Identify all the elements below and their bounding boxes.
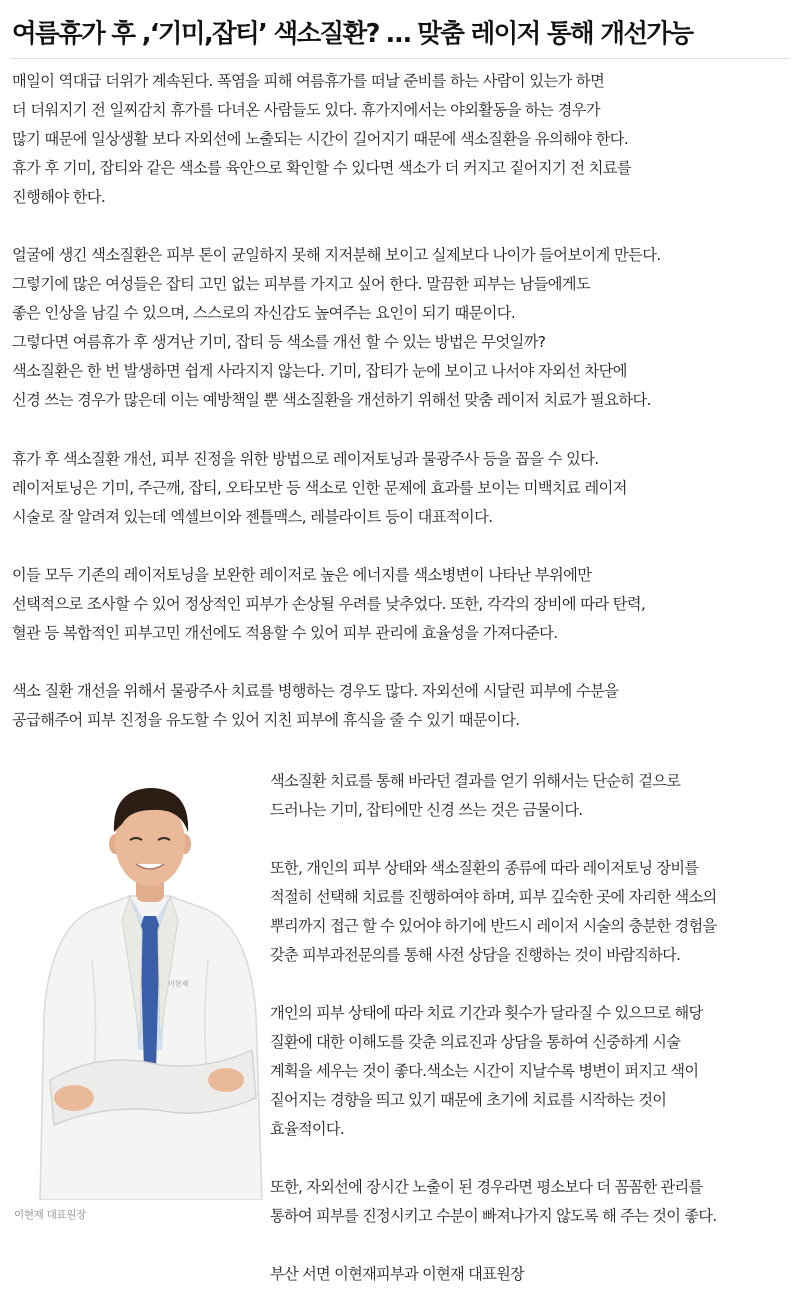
paragraph-line: 공급해주어 피부 진정을 유도할 수 있어 지친 피부에 휴식을 줄 수 있기 때문이다. bbox=[12, 711, 520, 729]
paragraph-line: 시술로 잘 알려져 있는데 엑셀브이와 젠틀맥스, 레블라이트 등이 대표적이다. bbox=[12, 508, 493, 526]
author-signature: 부산 서면 이현재피부과 이현재 대표원장 bbox=[270, 1265, 525, 1283]
paragraph-line: 질환에 대한 이해도를 갖춘 의료진과 상담을 통하여 신중하게 시술 bbox=[270, 1033, 681, 1051]
paragraph-line: 신경 쓰는 경우가 많은데 이는 예방책일 뿐 색소질환을 개선하기 위해선 맞춤 레이저 치료가 필요하다. bbox=[12, 391, 651, 409]
paragraph-line: 그렇기에 많은 여성들은 잡티 고민 없는 피부를 가지고 싶어 한다. 말끔한 피부는 남들에게도 bbox=[12, 275, 591, 293]
paragraph-line: 진행해야 한다. bbox=[12, 188, 106, 206]
column-paragraph-3 bbox=[270, 999, 795, 1144]
article-headline: 여름휴가 후 ,‘기미,잡티’ 색소질환? … 맞춤 레이저 통해 개선가능 bbox=[12, 19, 693, 49]
paragraph-line: 레이저토닝은 기미, 주근깨, 잡티, 오타모반 등 색소로 인한 문제에 효과를 보이는 미백치료 레이저 bbox=[12, 479, 627, 497]
hand-right bbox=[208, 1068, 244, 1092]
signature-line bbox=[270, 1260, 795, 1289]
paragraph-line: 개인의 피부 상태에 따라 치료 기간과 횟수가 달라질 수 있으므로 해당 bbox=[270, 1004, 703, 1022]
paragraph-line: 또한, 자외선에 장시간 노출이 된 경우라면 평소보다 더 꼼꼼한 관리를 bbox=[270, 1178, 703, 1196]
paragraph-line: 적절히 선택해 치료를 진행하여야 하며, 피부 깊숙한 곳에 자리한 색소의 bbox=[270, 888, 717, 906]
paragraph-1 bbox=[12, 67, 792, 212]
paragraph-line: 짙어지는 경향을 띄고 있기 때문에 초기에 치료를 시작하는 것이 bbox=[270, 1091, 667, 1109]
paragraph-3 bbox=[12, 445, 792, 532]
paragraph-line: 통하여 피부를 진정시키고 수분이 빠져나가지 않도록 해 주는 것이 좋다. bbox=[270, 1207, 717, 1225]
paragraph-line: 또한, 개인의 피부 상태와 색소질환의 종류에 따라 레이저토닝 장비를 bbox=[270, 859, 699, 877]
paragraph-line: 색소 질환 개선을 위해서 물광주사 치료를 병행하는 경우도 많다. 자외선에 시달린 피부에 수분을 bbox=[12, 682, 619, 700]
photo-caption: 이현재 대표원장 bbox=[14, 1209, 86, 1221]
paragraph-line: 선택적으로 조사할 수 있어 정상적인 피부가 손상될 우려를 낮추었다. 또한, 각각의 장비에 따라 탄력, bbox=[12, 595, 646, 613]
paragraph-line: 얼굴에 생긴 색소질환은 피부 톤이 균일하지 못해 지저분해 보이고 실제보다 나이가 들어보이게 만든다. bbox=[12, 246, 661, 264]
paragraph-line: 색소질환 치료를 통해 바라던 결과를 얻기 위해서는 단순히 겉으로 bbox=[270, 772, 681, 790]
paragraph-line: 이들 모두 기존의 레이저토닝을 보완한 레이저로 높은 에너지를 색소병변이 나타난 부위에만 bbox=[12, 566, 592, 584]
column-paragraph-4 bbox=[270, 1173, 795, 1231]
column-paragraph-2 bbox=[270, 854, 795, 970]
coat-badge: 이현재 bbox=[168, 980, 189, 988]
paragraph-line: 휴가 후 기미, 잡티와 같은 색소를 육안으로 확인할 수 있다면 색소가 더 커지고 짙어지기 전 치료를 bbox=[12, 159, 632, 177]
paragraph-line: 좋은 인상을 남길 수 있으며, 스스로의 자신감도 높여주는 요인이 되기 때문이다. bbox=[12, 304, 516, 322]
paragraph-line: 많기 때문에 일상생활 보다 자외선에 노출되는 시간이 길어지기 때문에 색소질환을 유의해야 한다. bbox=[12, 130, 629, 148]
paragraph-2 bbox=[12, 241, 792, 415]
paragraph-line: 더 더워지기 전 일찌감치 휴가를 다녀온 사람들도 있다. 휴가지에서는 야외활동을 하는 경우가 bbox=[12, 101, 600, 119]
paragraph-line: 뿌리까지 접근 할 수 있어야 하기에 반드시 레이저 시술의 충분한 경험을 bbox=[270, 917, 717, 935]
paragraph-line: 드러나는 기미, 잡티에만 신경 쓰는 것은 금물이다. bbox=[270, 801, 583, 819]
paragraph-line: 갖춘 피부과전문의를 통해 사전 상담을 진행하는 것이 바람직하다. bbox=[270, 946, 681, 964]
paragraph-line: 매일이 역대급 더위가 계속된다. 폭염을 피해 여름휴가를 떠날 준비를 하는 사람이 있는가 하면 bbox=[12, 72, 605, 90]
paragraph-4 bbox=[12, 561, 792, 648]
paragraph-5 bbox=[12, 677, 792, 735]
paragraph-line: 효율적이다. bbox=[270, 1120, 344, 1138]
doctor-photo bbox=[30, 780, 270, 1200]
paragraph-line: 색소질환은 한 번 발생하면 쉽게 사라지지 않는다. 기미, 잡티가 눈에 보이고 나서야 자외선 차단에 bbox=[12, 362, 627, 380]
paragraph-line: 그렇다면 여름휴가 후 생겨난 기미, 잡티 등 색소를 개선 할 수 있는 방법은 무엇일까? bbox=[12, 333, 546, 351]
paragraph-line: 혈관 등 복합적인 피부고민 개선에도 적용할 수 있어 피부 관리에 효율성을 가져다준다. bbox=[12, 624, 558, 642]
hand-left bbox=[54, 1085, 94, 1111]
column-paragraph-1 bbox=[270, 767, 795, 825]
doctor-illustration bbox=[30, 780, 270, 1200]
paragraph-line: 계획을 세우는 것이 좋다.색소는 시간이 지날수록 병변이 퍼지고 색이 bbox=[270, 1062, 699, 1080]
headline-divider bbox=[10, 58, 790, 59]
paragraph-line: 휴가 후 색소질환 개선, 피부 진정을 위한 방법으로 레이저토닝과 물광주사 등을 꼽을 수 있다. bbox=[12, 450, 599, 468]
